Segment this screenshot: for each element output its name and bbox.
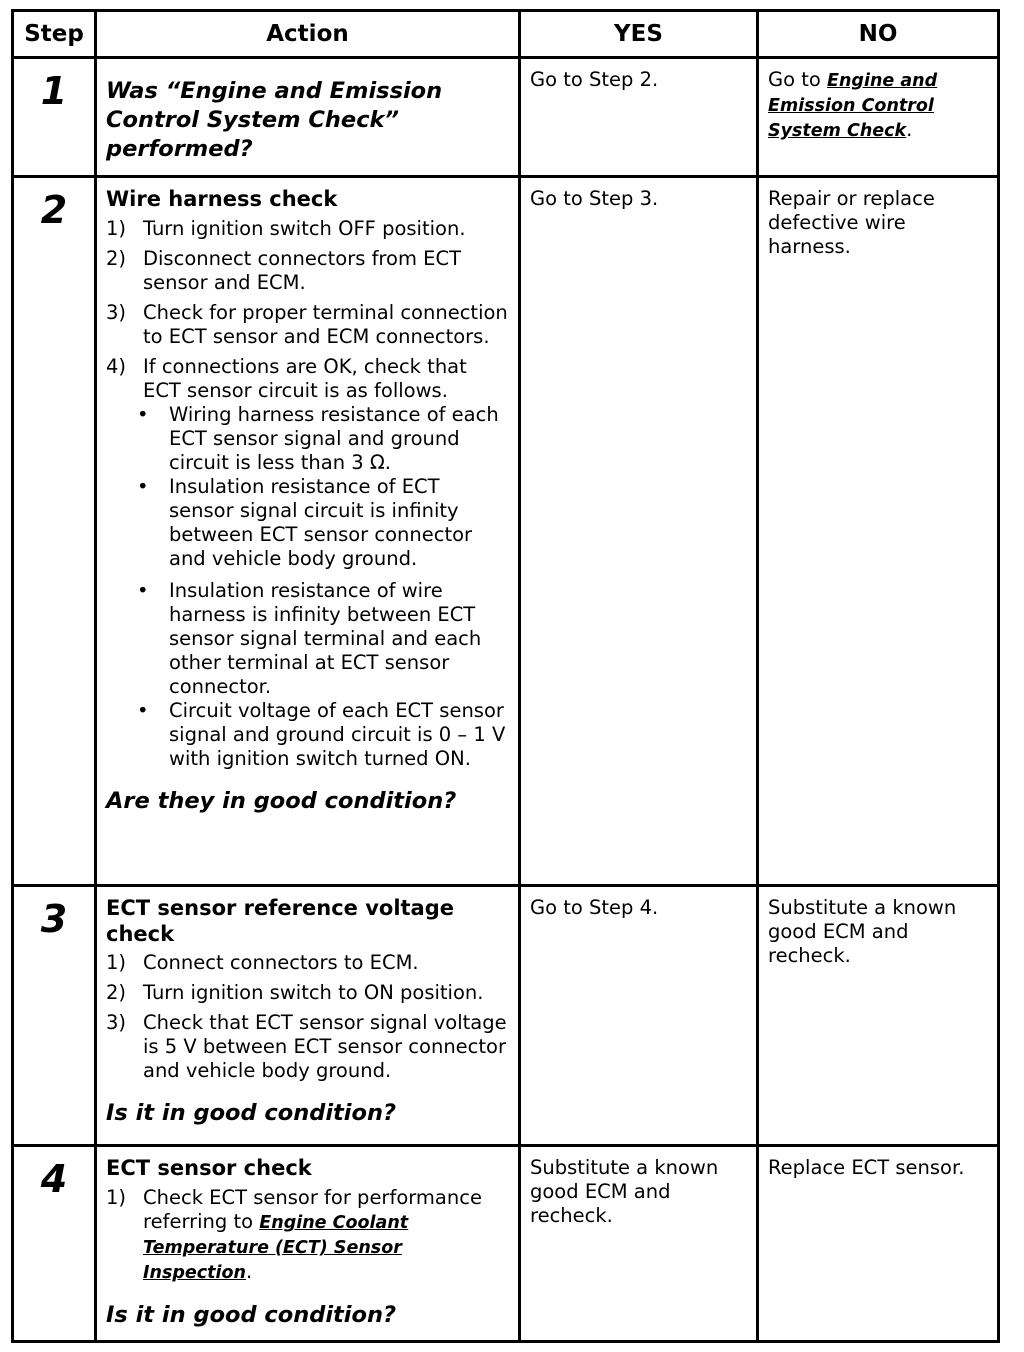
action-cell (96, 1146, 520, 1342)
step-cell (13, 58, 96, 177)
no-cell: Replace ECT sensor. (758, 1146, 999, 1342)
no-prefix: Go to (768, 68, 828, 91)
header-step: Step (13, 11, 96, 58)
table-row (13, 58, 999, 177)
yes-cell: Substitute a known good ECM and recheck. (520, 1146, 758, 1342)
list-item: 3) Check for proper terminal connection to ECT sensor and ECM connectors. (106, 301, 508, 348)
ect-sensor-inspection-link[interactable]: Engine Coolant Temperature (ECT) Sensor Inspection (143, 1213, 409, 1283)
procedure-list (106, 1186, 508, 1285)
step-number: 2 (40, 188, 68, 232)
no-suffix: . (906, 118, 913, 141)
step-cell (13, 177, 96, 886)
engine-emission-check-link[interactable]: Engine and Emission Control System Check (768, 71, 938, 141)
action-cell (96, 177, 520, 886)
check-heading: ECT sensor check (106, 1156, 312, 1180)
check-heading: Wire harness check (106, 187, 338, 211)
yes-cell: Go to Step 3. (520, 177, 758, 886)
diagnostic-table-wrapper (11, 9, 1000, 1343)
procedure-list (106, 951, 508, 1083)
action-cell (96, 58, 520, 177)
list-item: 2) Disconnect connectors from ECT sensor and ECM. (106, 247, 461, 294)
header-no: NO (758, 11, 999, 58)
action-cell (96, 886, 520, 1146)
step-cell (13, 1146, 96, 1342)
table-row (13, 886, 999, 1146)
table-row (13, 177, 999, 886)
step-number: 3 (40, 897, 68, 941)
step-cell (13, 886, 96, 1146)
question-text: Was “Engine and Emission Control System Check” performed? (106, 78, 443, 162)
bullet-item: • Insulation resistance of ECT sensor signal circuit is infinity between ECT sensor connector and vehicle body ground. (137, 475, 473, 570)
check-heading: ECT sensor reference voltage check (106, 896, 455, 946)
yes-cell: Go to Step 4. (520, 886, 758, 1146)
header-yes: YES (520, 11, 758, 58)
header-row (13, 11, 999, 58)
no-cell: Substitute a known good ECM and recheck. (758, 886, 999, 1146)
bullet-item: • Insulation resistance of wire harness is infinity between ECT sensor signal terminal and each other terminal at ECT sensor connector. (137, 579, 482, 698)
question-text: Is it in good condition? (106, 1100, 397, 1126)
list-item: 1) Check ECT sensor for performance referring to Engine Coolant Temperature (ECT) Sensor Inspection. (106, 1186, 482, 1283)
question-text: Are they in good condition? (106, 788, 457, 814)
step-number: 4 (40, 1157, 68, 1201)
diagnostic-table (11, 9, 1000, 1343)
table-row (13, 1146, 999, 1342)
procedure-list (106, 217, 508, 771)
bullet-item: • Wiring harness resistance of each ECT sensor signal and ground circuit is less than 3 Ω. (137, 403, 499, 474)
no-cell (758, 58, 999, 177)
list-item: 4) If connections are OK, check that ECT sensor circuit is as follows. • Wiring harness resistance of each ECT sensor signal and ground circuit is less than 3 Ω. • Insulation resistance of ECT sensor signal circuit is infinity between ECT sensor connector and vehicle body ground. • Insulation resistance of wire harness is infinity between ECT sensor signal terminal and each other terminal at ECT sensor connector. • Circuit voltage of each ECT sensor signal and ground circuit is 0 – 1 V with ignition switch turned ON. (106, 355, 508, 771)
list-item: 1) Turn ignition switch OFF position. (106, 217, 466, 240)
question-text: Is it in good condition? (106, 1302, 397, 1328)
yes-cell: Go to Step 2. (520, 58, 758, 177)
condition-bullets (137, 403, 508, 771)
step-number: 1 (40, 69, 68, 113)
list-item: 1) Connect connectors to ECM. (106, 951, 419, 974)
no-cell: Repair or replace defective wire harness. (758, 177, 999, 886)
list-item: 3) Check that ECT sensor signal voltage is 5 V between ECT sensor connector and vehicle body ground. (106, 1011, 507, 1082)
bullet-item: • Circuit voltage of each ECT sensor signal and ground circuit is 0 – 1 V with ignition switch turned ON. (137, 699, 506, 770)
header-action: Action (96, 11, 520, 58)
list-item: 2) Turn ignition switch to ON position. (106, 981, 484, 1004)
